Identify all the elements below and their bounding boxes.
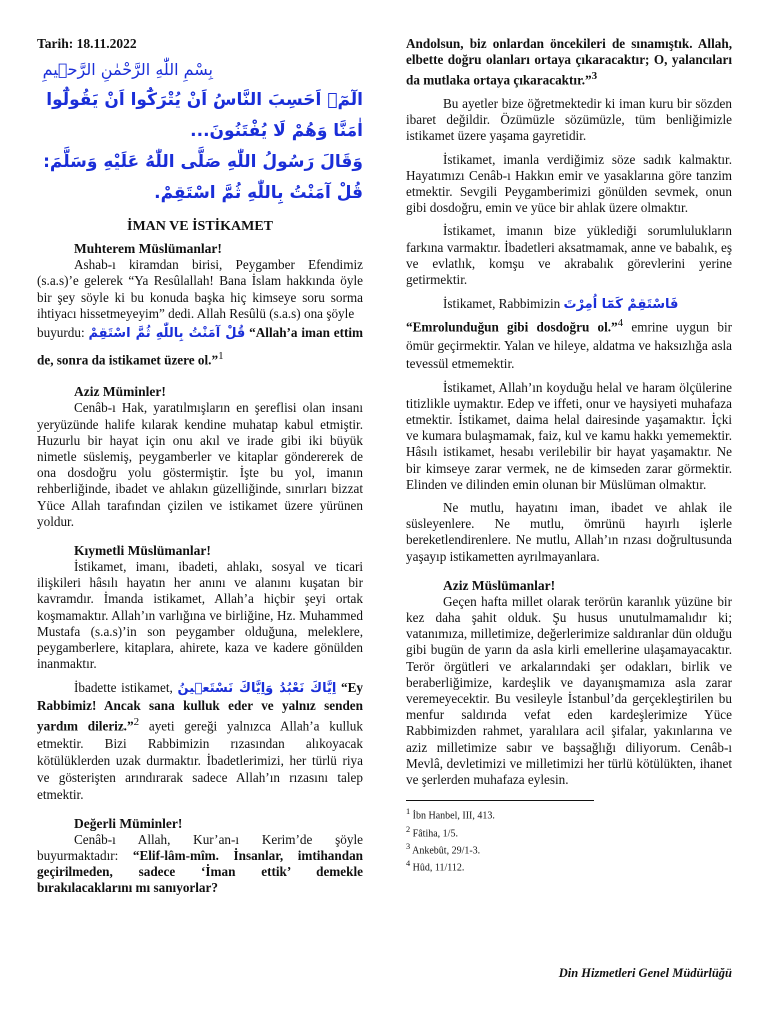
footnote-item	[406, 823, 732, 840]
paragraph	[37, 322, 363, 371]
paragraph: İstikamet, imanla verdiğimiz söze sadık kalmaktır. Hayatımızı Cenâb-ı Hakkın emir ve yasaklarına göre tanzim etmektir. Sevgili Peygamberimizi gönülden sevmek, onun gibi dosdoğru, emin ve yüce bir ahlak üzere olmaktır.	[406, 151, 732, 216]
heading-aziz-mumimler: Aziz Müminler!	[74, 384, 166, 400]
date-label: Tarih: 18.11.2022	[37, 36, 137, 51]
text-run: İbadette istikamet,	[74, 680, 173, 696]
footnote-number: 2	[406, 824, 411, 834]
footnote-number: 1	[406, 807, 411, 817]
paragraph: Ashab-ı kiramdan birisi, Peygamber Efendimiz (s.a.s)’e gelerek “Ya Resûlallah! Bana İslam hakkında öyle bir şey söyle ki bu konuda başka hiç kimseye soru sorma ihtiyacı hissetmeyeyim” dedi. Allah Resûlü (s.a.s) ona şöyle	[37, 257, 363, 321]
text-run: ayeti gereği yalnızca Allah’a kulluk etmektir. Bizi Rabbimizin rızasından alıkoyacak kötülüklerden uzak durmaktır. İbadetlerimizi, her türlü riya ve gösterişten arındırarak sadece Allah’ın rızasını talep etmektir.	[37, 718, 363, 802]
quote-bold	[406, 36, 732, 89]
sermon-title: İMAN VE İSTİKAMET	[127, 219, 273, 235]
paragraph	[37, 832, 363, 897]
paragraph: Cenâb-ı Hak, yaratılmışların en şereflisi olan insanı yeryüzünde halife kılarak kendine muhatap kabul etmiştir. Huzurlu bir hayat için onu akıl ve irade gibi iki büyük nimetle süslemiş, peygamberler ve kitaplar göndererek de ona dosdoğru yolu göstermiştir. İşte bu yol, imanın rehberliğinde, ibadet ve ahlakın güzelliğinde, sınırları bizzat Yüce Allah tarafından çizilen ve istikamet üzere yürünen yoldur.	[37, 400, 363, 529]
right-column	[406, 36, 732, 875]
paragraph: İstikamet, Allah’ın koyduğu helal ve haram ölçülerine titizlikle uymaktır. Edep ve iffeti, onur ve haysiyeti muhafaza etmektir. İstikamet, daima helal dairesinde yaşamaktır. İçki ve kumara bulaşmamak, faiz, kul ve kamu hakkı yememektir. Hâsılı istikamet, hesabı verilebilir bir hayat yaşamaktır. Ne bir kimseye zarar vermek, ne de kimseden zarar görmektir. Elinden ve dilinden emin olunan bir Müslüman olmaktır.	[406, 379, 732, 492]
footnote-ref[interactable]: 2	[133, 716, 140, 729]
footnote-number: 4	[406, 859, 411, 869]
left-column	[37, 30, 363, 897]
signature-text: Din Hizmetleri Genel Müdürlüğü	[558, 966, 732, 980]
text-run: Cenâb-ı Allah, Kur’an-ı Kerim’de şöyle buyurmaktadır:	[37, 831, 363, 864]
footnote-ref[interactable]: 4	[617, 317, 624, 330]
paragraph	[406, 295, 732, 372]
footnote-ref[interactable]: 1	[218, 350, 224, 363]
hadith-arabic: قُلْ آمَنْتُ بِاللّٰهِ ثُمَّ اسْتَقِمْ.	[154, 183, 363, 204]
paragraph: İstikamet, imanı, ibadeti, ahlakı, sosyal ve ticari ilişkileri hâsılı hayatın her anını ve alanını kuşatan bir kavramdır. İmanda istikamet, Allah’a hiçbir şeyi ortak koşmamaktır. Allah’ın varlığına ve birliğine, Hz. Muhammed Mustafa (s.a.s)’in son peygamber olduğuna, meleklere, peygamberlere, kitaplara, ahirete, kaza ve kadere gönülden inanmaktır.	[37, 559, 363, 672]
paragraph: Geçen hafta millet olarak terörün karanlık yüzüne bir kez daha şahit olduk. Şu husus unutulmamalıdır ki; vatanımıza, milletimize, değerlerimize saldıranlar dün olduğu gibi bugün de yarın da asla kirli emellerine ulaşamayacaktır. Terör örgütleri ve arkalarındaki şer odakları, birlik ve beraberliğimize, kardeşlik ve dayanışmamıza asla zarar veremeyecektir. Bu vesileyle İstanbul’da gerçekleştirilen bu menfur saldırıda vefat eden kardeşlerimize Yüce Rabbimizden rahmet, yaralılara acil şifalar, yakınlarına ve aziz milletimize sabır ve başsağlığı diliyorum. Cenâb-ı Mevlâ, devletimizi ve milletimizi her türlü kötülükten, ihanet ve şerlerden muhafaza eylesin.	[406, 593, 732, 788]
text-run: buyurdu:	[37, 325, 85, 341]
quote-bold: “Allah’a iman ettim de, sonra da istikamet üzere ol.”	[37, 325, 364, 368]
heading-degerli: Değerli Müminler!	[74, 815, 183, 831]
quote-bold: “Ey Rabbimiz! Ancak sana kulluk eder ve yalnız senden yardım dileriz.”	[37, 680, 364, 734]
footnote-number: 3	[406, 841, 411, 851]
paragraph: İstikamet, imanın bize yüklediği sorumlulukların farkına varmaktır. İbadetleri aksatmamak, anne ve babalık, eş ve evlatlık, komşu ve akrabalık görevlerini yerine getirmektir.	[406, 223, 732, 288]
heading-aziz-muslumanlar: Aziz Müslümanlar!	[443, 577, 556, 593]
quran-verse-arabic: الٓمٓۚ اَحَسِبَ النَّاسُ اَنْ يُتْرَكُٓوا اَنْ يَقُولُٓوا اٰمَنَّا وَهُمْ لَا يُفْتَنُونَ...	[46, 90, 363, 142]
paragraph	[37, 679, 363, 802]
footnote-divider	[406, 800, 594, 801]
quote-bold: “Elif-lâm-mîm. İnsanlar, imtihandan geçirilmeden, sadece ‘İman ettik’ demekle bırakılacaklarını mı sanıyorlar?	[37, 848, 363, 896]
hud-inline-arabic: فَاسْتَقِمْ كَمَٓا اُمِرْتَ	[563, 297, 679, 313]
footnote-ref[interactable]: 3	[591, 70, 598, 83]
basmala-text: بِسْمِ اللّٰهِ الرَّحْمٰنِ الرَّح۪يمِ	[42, 60, 213, 80]
fatiha-inline-arabic: اِيَّاكَ نَعْبُدُ وَاِيَّاكَ نَسْتَع۪ينُ	[177, 681, 337, 697]
footnote-text: Hûd, 11/112.	[412, 862, 465, 874]
paragraph: Bu ayetler bize öğretmektedir ki iman kuru bir sözden ibaret değildir. Özümüzle sözümüzle, tüm benliğimizle istikamet üzere yaşama gayretidir.	[406, 96, 732, 144]
heading-kiymetli: Kıymetli Müslümanlar!	[74, 543, 211, 559]
text-run: Andolsun, biz onlardan öncekileri de sınamıştık. Allah, elbette doğru olanları ortaya çıkaracaktır; O, yalancıları da mutlaka ortaya çıkaracaktır.”	[406, 36, 732, 88]
footnote-text: Fâtiha, 1/5.	[412, 827, 458, 839]
hadith-inline-arabic: قُلْ آمَنْتُ بِاللّٰهِ ثُمَّ اسْتَقِمْ	[88, 326, 246, 342]
paragraph: Ne mutlu, hayatını iman, ibadet ve ahlak ile süsleyenlere. Ne mutlu, ömrünü hayırlı işlerle bereketlendirenlere. Ne mutlu, Allah’ın rızası doğrultusunda yaşayıp istikametten ayrılmayanlara.	[406, 500, 732, 564]
footnote-item	[406, 840, 732, 857]
text-run: İstikamet, Rabbimizin	[443, 296, 561, 312]
text-run: emrine uygun bir ömür geçirmektir. Yalan ve hileye, aldatma ve haksızlığa asla tevessül etmemektir.	[406, 319, 733, 371]
footnote-text: İbn Hanbel, III, 413.	[412, 810, 495, 822]
footnotes	[406, 805, 732, 874]
hadith-intro-arabic: وَقَالَ رَسُولُ اللّٰهِ صَلَّى اللّٰهُ عَلَيْهِ وَسَلَّمَ:	[43, 152, 363, 173]
footnote-item	[406, 857, 732, 874]
quote-bold: “Emrolunduğun gibi dosdoğru ol.”	[406, 319, 618, 335]
heading-muhterem: Muhterem Müslümanlar!	[74, 241, 222, 257]
footnote-text: Ankebût, 29/1-3.	[412, 845, 481, 857]
footnote-item	[406, 805, 732, 822]
